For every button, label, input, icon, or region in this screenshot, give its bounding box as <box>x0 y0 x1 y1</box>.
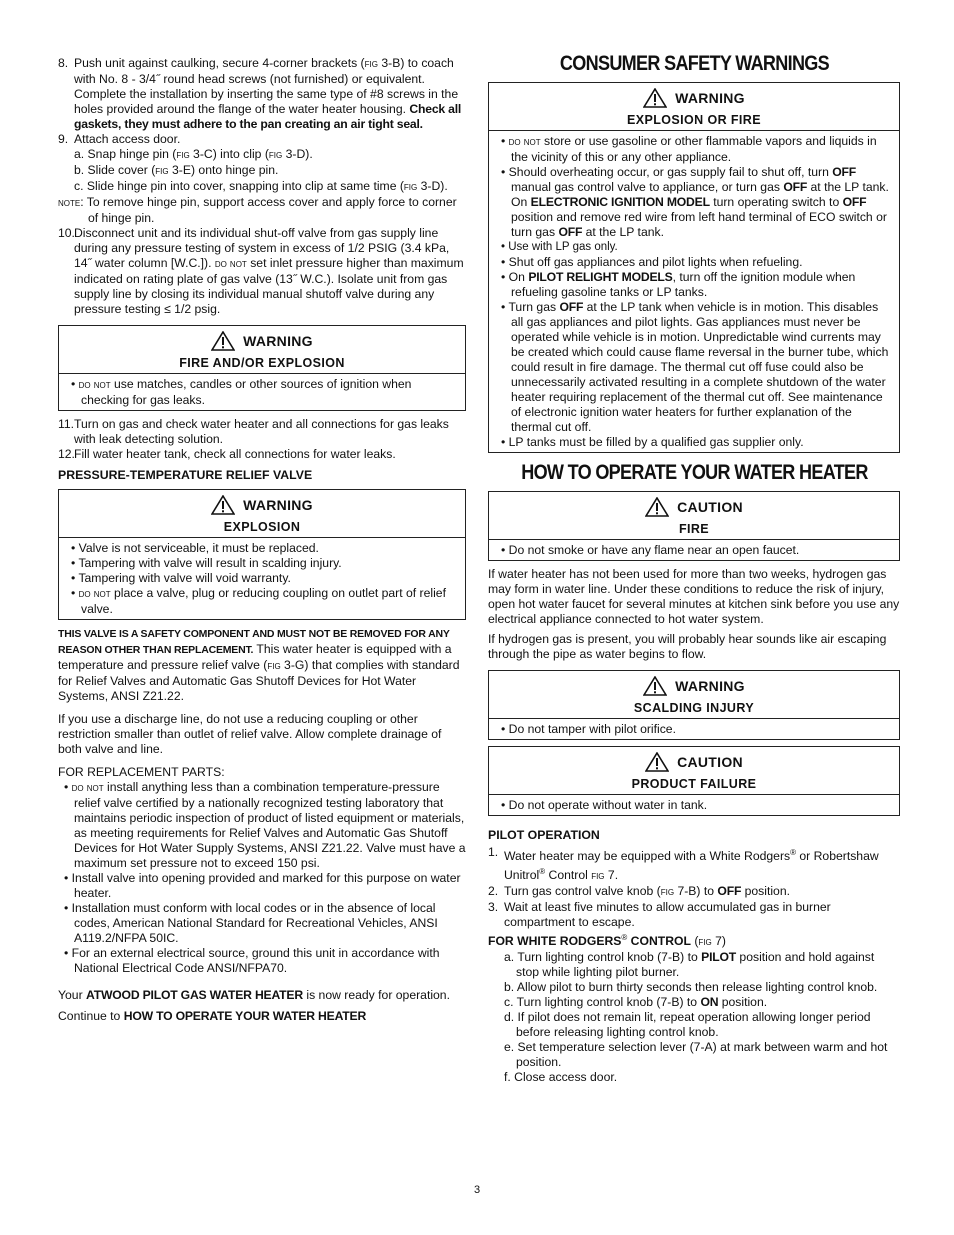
step-11: 11. Turn on gas and check water heater and all connections for gas leaks with leak detecting solution. <box>58 417 449 446</box>
white-rodgers-step-c: c. Turn lighting control knob (7-B) to ON position. <box>504 995 768 1010</box>
caution-header: CAUTION PRODUCT FAILURE <box>489 747 899 795</box>
warning-item: • Turn gas OFF at the LP tank when vehicle is in motion. This disables all gas appliances and pilot lights. Gas appliances must never be operated while vehicle is in motion. Unpredictable wind currents may be created which could cause flame reversal in the burner tube, which could result in fire damage. The thermal cut off fuse could also be unnecessarily activated resulting in a complete shutdown of the water heater requiring replacement of the thermal cut off. See maintenance of electronic ignition water heaters for further explanation of the thermal cut off. <box>501 300 889 434</box>
step-10: 10. Disconnect unit and its individual shut-off valve from gas supply line during any pressure testing of system in excess of 1/2 PSIG (3.4 kPa, 14˝ water column [W.C.]). do not set inlet pressure higher than maximum indicated on rating plate of gas valve (13˝ W.C.). Isolate unit from gas supply line by closing its individual manual shutoff valve during any pressure testing ≤ 1/2 psig. <box>58 226 464 316</box>
right-column <box>488 52 900 1085</box>
step-text: 3-B) to coach with No. 8 - 3/4˝ round head screws (not furnished) or equivalent. Complete the installation by inserting the same type of #8 screws in the holes provided around the flange of the water heater housing. <box>74 56 459 116</box>
step-12: 12. Fill water heater tank, check all connections for water leaks. <box>58 447 396 461</box>
paragraph-continue: Continue to HOW TO OPERATE YOUR WATER HEATER <box>58 1009 367 1023</box>
step-9 <box>58 132 466 147</box>
section-heading-pilot: PILOT OPERATION <box>488 828 600 842</box>
warning-triangle-icon <box>643 88 667 108</box>
warning-item: • do not place a valve, plug or reducing coupling on outlet part of relief valve. <box>71 586 446 616</box>
paragraph-hydrogen: If water heater has not been used for more than two weeks, hydrogen gas may form in water line. Under these conditions to reduce the risk of injury, open hot water faucet for several minutes at kitchen sink before you use any electrical appliance connected to hot water system. <box>488 567 900 626</box>
warning-triangle-icon <box>211 495 235 515</box>
warning-subtitle: EXPLOSION <box>223 520 301 534</box>
warning-item: • Tampering with valve will result in scalding injury. <box>71 556 342 570</box>
caution-body <box>489 540 899 560</box>
paragraph-replacement: FOR REPLACEMENT PARTS: <box>58 765 225 779</box>
caution-item: • Do not operate without water in tank. <box>501 798 708 812</box>
caution-body <box>489 795 899 815</box>
step-text: Attach access door. <box>74 132 181 146</box>
warning-item: • do not use matches, candles or other sources of ignition when checking for gas leaks. <box>71 377 412 407</box>
white-rodgers-step-e: e. Set temperature selection lever (7-A) at mark between warm and hot position. <box>504 1040 888 1070</box>
warning-header: WARNING EXPLOSION <box>59 490 465 538</box>
warning-box-explosion-or-fire <box>488 82 900 453</box>
warning-body <box>489 131 899 452</box>
heading-consumer-safety: CONSUMER SAFETY WARNINGS <box>559 52 829 75</box>
warning-item: • LP tanks must be filled by a qualified gas supplier only. <box>501 435 804 449</box>
replacement-item: • Installation must conform with local codes or in the absence of local codes, American National Standard for Recreational Vehicles, ANSI A119.2/NFPA 50IC. <box>64 901 438 945</box>
heading-operate: HOW TO OPERATE YOUR WATER HEATER <box>520 461 868 484</box>
white-rodgers-step-b: b. Allow pilot to burn thirty seconds then release lighting control knob. <box>504 980 878 995</box>
warning-subtitle: EXPLOSION OR FIRE <box>627 113 761 127</box>
replacement-item: • For an external electrical source, ground this unit in accordance with National Electrical Code ANSI/NFPA70. <box>64 946 440 975</box>
warning-item: • Use with LP gas only. <box>501 241 618 253</box>
section-heading-prv: PRESSURE-TEMPERATURE RELIEF VALVE <box>58 468 313 482</box>
caution-subtitle: FIRE <box>678 522 710 536</box>
bold-text: Check all gaskets, they must adhere to the pan creating an air tight seal. <box>74 102 462 131</box>
warning-triangle-icon <box>643 676 667 696</box>
step-8 <box>58 56 466 132</box>
caution-header: CAUTION FIRE <box>489 492 899 540</box>
white-rodgers-step-f: f. Close access door. <box>504 1070 618 1085</box>
warning-triangle-icon <box>211 331 235 351</box>
warning-triangle-icon <box>645 752 669 772</box>
page-number: 3 <box>473 1184 481 1196</box>
warning-box-scalding <box>488 670 900 740</box>
warning-subtitle: FIRE AND/OR EXPLOSION <box>179 356 345 370</box>
warning-item: • Should overheating occur, or gas supply fail to shut off, turn OFF manual gas control valve to appliance, or turn gas OFF at the LP tank. On ELECTRONIC IGNITION MODEL turn operating switch to OFF position and remove red wire from left hand terminal of ECO switch or turn gas OFF at the LP tank. <box>501 165 889 239</box>
warning-item: • Do not tamper with pilot orifice. <box>501 722 676 736</box>
left-column <box>58 56 466 1024</box>
warning-title: WARNING <box>243 332 313 349</box>
warning-item: • do not store or use gasoline or other flammable vapors and liquids in the vicinity of this or any other appliance. <box>501 134 877 164</box>
warning-box-explosion <box>58 489 466 620</box>
heading-operate-wrap <box>488 461 900 485</box>
fig-ref: fig <box>364 58 378 70</box>
warning-body <box>59 538 465 619</box>
replacement-item: • do not install anything less than a combination temperature-pressure relief valve certified by a nationally recognized testing laboratory that maintains periodic inspection of product of listed equipment or materials, as meeting requirements for Relief Valves and Automatic Gas Shutoff Devices for Hot Water Supply Systems, ANSI Z21.22. Valve must have a maximum set pressure not to exceed 150 psi. <box>64 780 466 870</box>
paragraph-hydrogen-sounds: If hydrogen gas is present, you will probably hear sounds like air escaping through the pipe as water begins to flow. <box>488 632 887 661</box>
pilot-step-3: 3. Wait at least five minutes to allow accumulated gas in burner compartment to escape. <box>488 900 831 930</box>
white-rodgers-step-a: a. Turn lighting control knob (7-B) to PILOT position and hold against stop while lighting pilot burner. <box>504 950 875 980</box>
warning-header: WARNING SCALDING INJURY <box>489 671 899 719</box>
caution-box-product-failure <box>488 746 900 816</box>
caution-item: • Do not smoke or have any flame near an open faucet. <box>501 543 800 557</box>
step-number: 9. <box>58 132 69 146</box>
warning-body <box>489 719 899 739</box>
paragraph-ready: Your ATWOOD PILOT GAS WATER HEATER is now ready for operation. <box>58 988 450 1002</box>
warning-header <box>59 326 465 374</box>
pilot-step-1: 1. Water heater may be equipped with a White Rodgers® or Robertshaw Unitrol® Control fig 7. <box>488 845 879 883</box>
warning-item: • On PILOT RELIGHT MODELS, turn off the ignition module when refueling gasoline tanks or LP tanks. <box>501 270 856 299</box>
step-9b: b. Slide cover (fig 3-E) onto hinge pin. <box>74 163 279 177</box>
paragraph-valve: THIS VALVE IS A SAFETY COMPONENT AND MUST NOT BE REMOVED FOR ANY REASON OTHER THAN REPLACEMENT. This water heater is equipped with a temperature and pressure relief valve (fig 3-G) that complies with standard for Relief Valves and Automatic Gas Shutoff Devices for Hot Water Systems, ANSI Z21.22. <box>58 628 460 703</box>
paragraph-discharge: If you use a discharge line, do not use a reducing coupling or other restriction smaller than outlet of relief valve. Allow complete drainage of both valve and line. <box>58 712 442 756</box>
pilot-step-2: 2. Turn gas control valve knob (fig 7-B) to OFF position. <box>488 884 790 899</box>
warning-subtitle: SCALDING INJURY <box>633 701 755 715</box>
warning-item: • Shut off gas appliances and pilot lights when refueling. <box>501 255 803 269</box>
step-number: 8. <box>58 56 69 70</box>
warning-triangle-icon <box>645 497 669 517</box>
step-9c: c. Slide hinge pin into cover, snapping into clip at same time (fig 3-D). <box>74 179 448 193</box>
white-rodgers-step-d: d. If pilot does not remain lit, repeat operation allowing longer period before releasing lighting control knob. <box>504 1010 871 1040</box>
warning-header: WARNING EXPLOSION OR FIRE <box>489 83 899 131</box>
step-9a: a. Snap hinge pin (fig 3-C) into clip (fig 3-D). <box>74 147 313 161</box>
replacement-item: • Install valve into opening provided and marked for this purpose on water heater. <box>64 871 461 900</box>
note: note: To remove hinge pin, support access cover and apply force to corner of hinge pin. <box>58 195 457 225</box>
warning-box-fire-explosion <box>58 325 466 411</box>
caution-box-fire <box>488 491 900 561</box>
white-rodgers-heading: FOR WHITE RODGERS® CONTROL (fig 7) <box>488 933 726 949</box>
heading-consumer-safety-wrap <box>488 52 900 76</box>
warning-item: • Tampering with valve will void warranty. <box>71 571 291 585</box>
step-text: Push unit against caulking, secure 4-corner brackets ( <box>74 56 365 70</box>
warning-body <box>59 374 465 410</box>
caution-subtitle: PRODUCT FAILURE <box>631 777 757 791</box>
warning-item: • Valve is not serviceable, it must be replaced. <box>71 541 319 555</box>
